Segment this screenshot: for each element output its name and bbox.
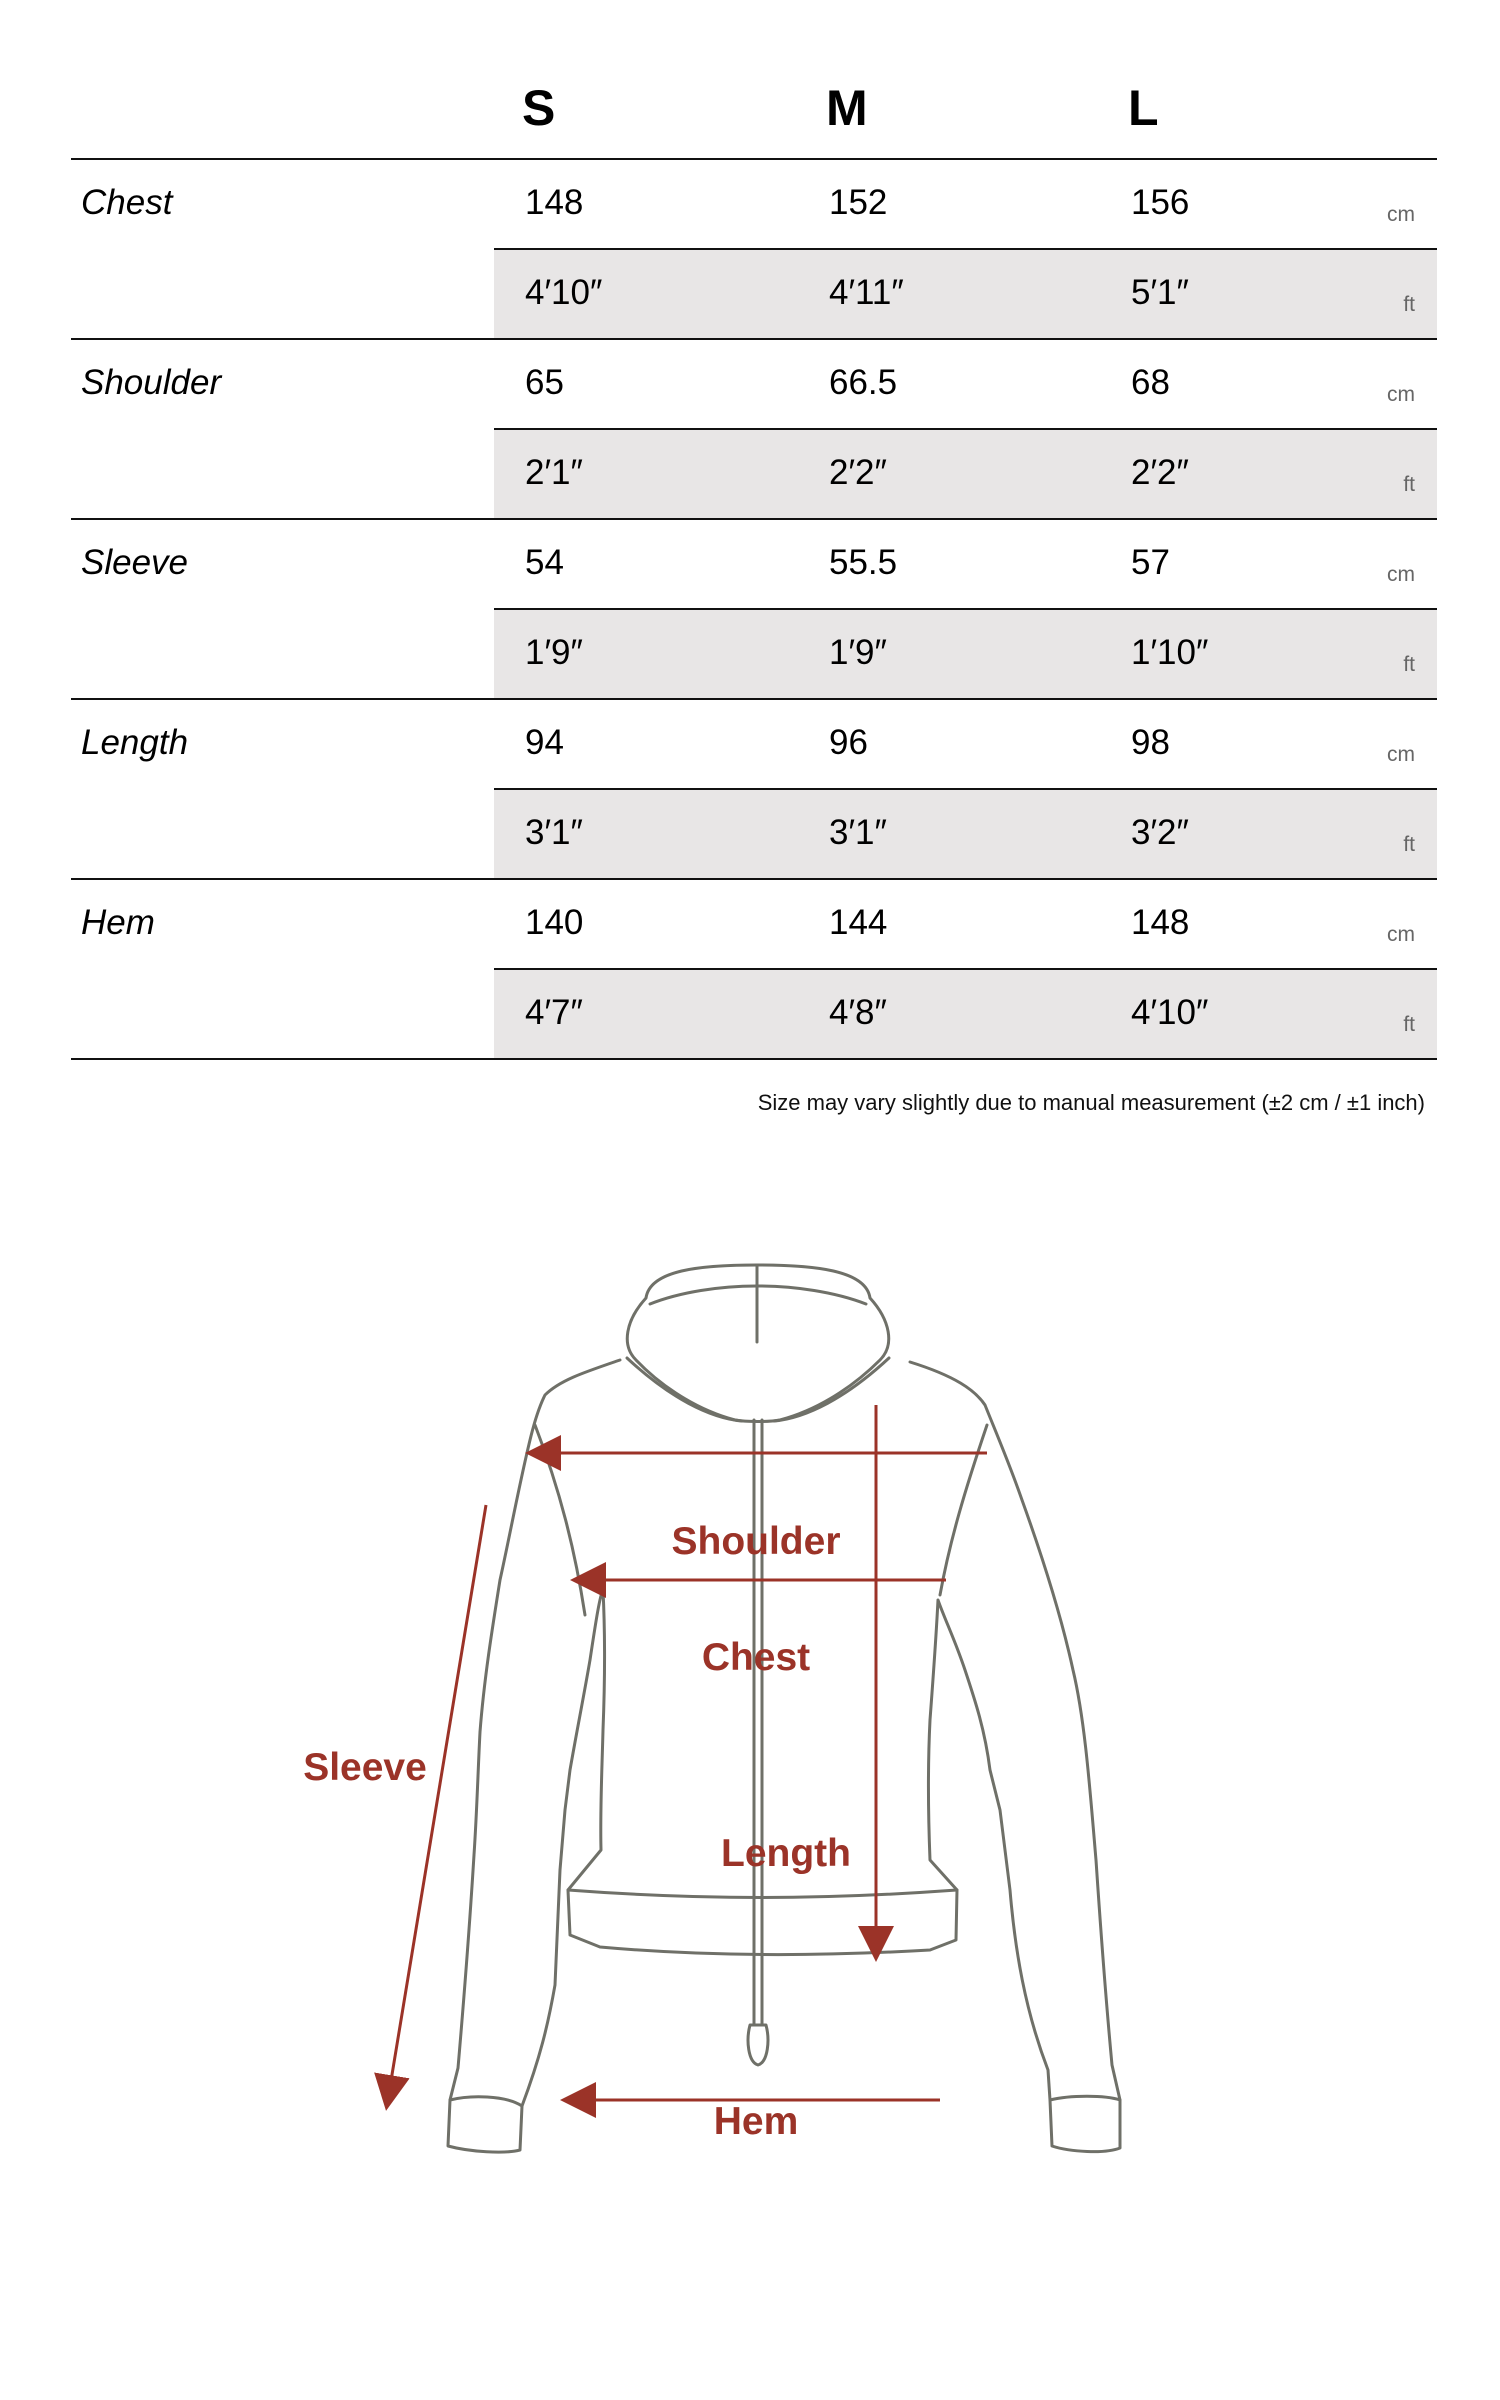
chest-cm-unit: cm bbox=[1387, 203, 1415, 226]
length-cm-unit: cm bbox=[1387, 743, 1415, 766]
chest-l-ft: 5′1″ bbox=[1131, 273, 1189, 312]
sleeve-s-cm: 54 bbox=[525, 543, 564, 582]
row-label-hem: Hem bbox=[81, 903, 155, 942]
sleeve-bottom-rule bbox=[71, 698, 1437, 700]
hoodie-outline bbox=[448, 1265, 1120, 2152]
hoodie-measurement-diagram bbox=[0, 1250, 1500, 2250]
chest-s-ft: 4′10″ bbox=[525, 273, 603, 312]
shoulder-ft-shade bbox=[494, 430, 1437, 518]
measurement-arrows bbox=[387, 1405, 987, 2105]
right-sleeve-inner-line bbox=[940, 1425, 987, 1595]
length-bottom-rule bbox=[71, 878, 1437, 880]
chest-ft-unit: ft bbox=[1403, 293, 1415, 316]
hem-m-cm: 144 bbox=[829, 903, 888, 942]
chest-bottom-rule bbox=[71, 338, 1437, 340]
size-header-l: L bbox=[1128, 80, 1159, 136]
shoulder-ft-unit: ft bbox=[1403, 473, 1415, 496]
length-m-ft: 3′1″ bbox=[829, 813, 887, 852]
shoulder-s-cm: 65 bbox=[525, 363, 564, 402]
hem-l-ft: 4′10″ bbox=[1131, 993, 1209, 1032]
sleeve-label: Sleeve bbox=[303, 1746, 427, 1789]
row-label-chest: Chest bbox=[81, 183, 173, 222]
body-outline bbox=[448, 1360, 1120, 2152]
chest-m-ft: 4′11″ bbox=[829, 273, 904, 312]
shoulder-cm-unit: cm bbox=[1387, 383, 1415, 406]
length-l-cm: 98 bbox=[1131, 723, 1170, 762]
hem-s-cm: 140 bbox=[525, 903, 584, 942]
hem-ft-unit: ft bbox=[1403, 1013, 1415, 1036]
sleeve-cm-unit: cm bbox=[1387, 563, 1415, 586]
chest-l-cm: 156 bbox=[1131, 183, 1190, 222]
row-label-shoulder: Shoulder bbox=[81, 363, 222, 402]
right-cuff-line bbox=[1050, 2096, 1120, 2100]
shoulder-l-cm: 68 bbox=[1131, 363, 1170, 402]
zipper-pull bbox=[748, 2025, 768, 2065]
hem-s-ft: 4′7″ bbox=[525, 993, 583, 1032]
sleeve-s-ft: 1′9″ bbox=[525, 633, 583, 672]
length-l-ft: 3′2″ bbox=[1131, 813, 1189, 852]
table-top-rule bbox=[71, 158, 1437, 160]
shoulder-s-ft: 2′1″ bbox=[525, 453, 583, 492]
left-cuff-line bbox=[450, 2097, 522, 2106]
sleeve-ft-unit: ft bbox=[1403, 653, 1415, 676]
sleeve-l-ft: 1′10″ bbox=[1131, 633, 1209, 672]
sleeve-l-cm: 57 bbox=[1131, 543, 1170, 582]
size-header-m: M bbox=[826, 80, 868, 136]
sleeve-m-ft: 1′9″ bbox=[829, 633, 887, 672]
sleeve-arrow bbox=[387, 1505, 486, 2105]
shoulder-m-cm: 66.5 bbox=[829, 363, 898, 402]
shoulder-m-ft: 2′2″ bbox=[829, 453, 887, 492]
length-ft-shade bbox=[494, 790, 1437, 878]
hem-ft-shade bbox=[494, 970, 1437, 1058]
size-header-s: S bbox=[522, 80, 556, 136]
hem-m-ft: 4′8″ bbox=[829, 993, 887, 1032]
length-s-cm: 94 bbox=[525, 723, 564, 762]
length-s-ft: 3′1″ bbox=[525, 813, 583, 852]
sleeve-ft-shade bbox=[494, 610, 1437, 698]
measurement-note: Size may vary slightly due to manual measurement (±2 cm / ±1 inch) bbox=[757, 1090, 1425, 1115]
length-label: Length bbox=[721, 1832, 851, 1875]
row-label-sleeve: Sleeve bbox=[81, 543, 189, 582]
shoulder-bottom-rule bbox=[71, 518, 1437, 520]
chest-m-cm: 152 bbox=[829, 183, 888, 222]
sleeve-m-cm: 55.5 bbox=[829, 543, 898, 582]
length-m-cm: 96 bbox=[829, 723, 868, 762]
shoulder-l-ft: 2′2″ bbox=[1131, 453, 1189, 492]
hem-cm-unit: cm bbox=[1387, 923, 1415, 946]
chest-label: Chest bbox=[701, 1636, 811, 1679]
hem-label: Hem bbox=[713, 2100, 799, 2143]
chest-ft-shade bbox=[494, 250, 1437, 338]
row-label-length: Length bbox=[81, 723, 189, 762]
hem-l-cm: 148 bbox=[1131, 903, 1190, 942]
shoulder-label: Shoulder bbox=[671, 1520, 841, 1563]
measurement-labels bbox=[303, 1520, 851, 2143]
chest-s-cm: 148 bbox=[525, 183, 584, 222]
hem-bottom-rule bbox=[71, 1058, 1437, 1060]
length-ft-unit: ft bbox=[1403, 833, 1415, 856]
